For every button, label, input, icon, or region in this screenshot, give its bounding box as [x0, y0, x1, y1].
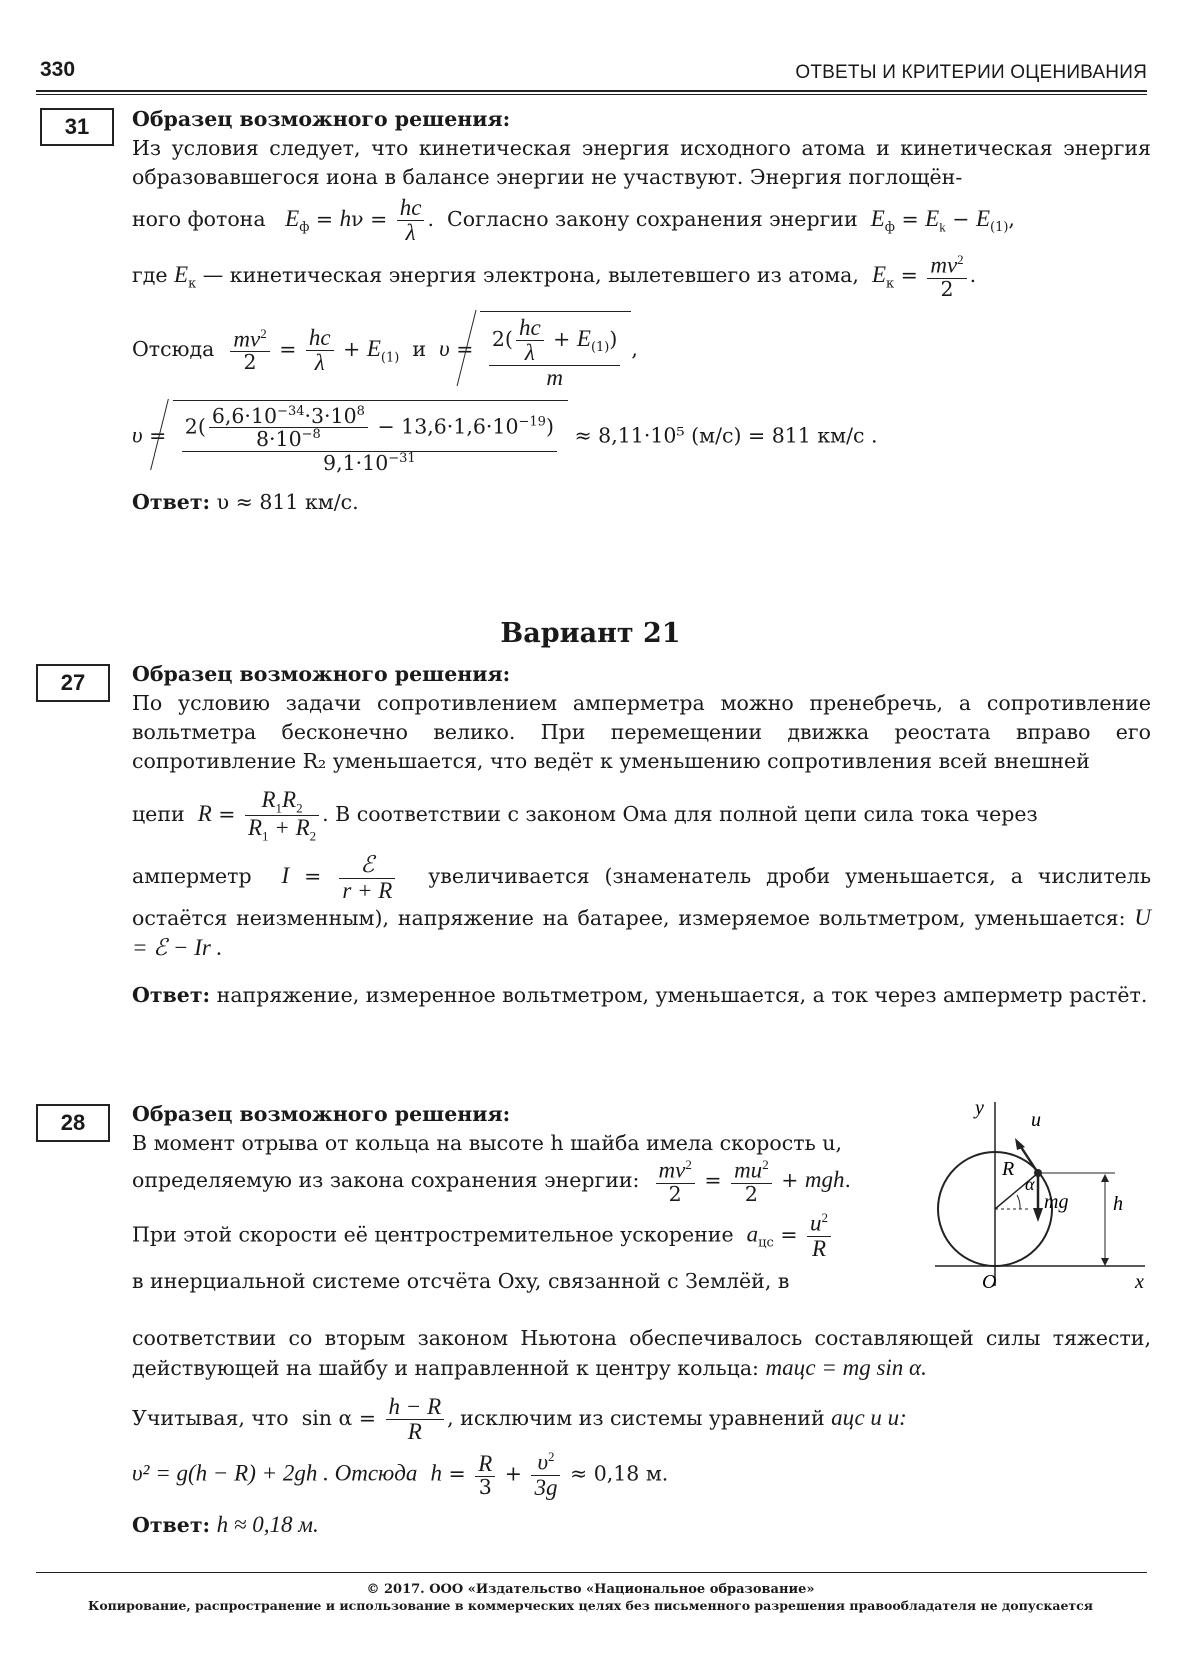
task-31-paragraph-4: Отсюда $\frac{mv^2}{2}$ = $\frac{hc}{\lambda}$ + $E_{(1)}$ и υ = 2( $\frac{hc}{\lambda}$ + $E_{(1)}$) m , [132, 311, 1151, 390]
label-O: O [982, 1271, 997, 1293]
task-28-solution-top [132, 1100, 891, 1296]
task-31-paragraph-1: Из условия следует, что кинетическая энергия исходного атома и кинетическая энергия образовавшегося иона в балансе энергии не участвуют. Энергия поглощён- [132, 136, 1151, 189]
height-arrow-top [1101, 1174, 1109, 1182]
task-27-paragraph-3: амперметр I = $\frac{\text{ℰ}}{r + R}$ увеличивается (знаменатель дроби уменьшается, а числитель остаётся неизменным), напряжение на батарее, измеряемое вольтметром, уменьшается: U = ℰ − Ir . [132, 852, 1151, 960]
footer-rule [36, 1572, 1147, 1573]
label-alpha: α [1025, 1174, 1035, 1194]
task-28-paragraph-1: В момент отрыва от кольца на высоте h шайба имела скорость u, [132, 1131, 842, 1155]
task-28-paragraph-2: определяемую из закона сохранения энергии: $\frac{mv^2}{2}$ = $\frac{mu^2}{2}$ + mgh. [132, 1157, 852, 1206]
angle-arc [1017, 1195, 1020, 1209]
task-28-heading: Образец возможного решения: [132, 1102, 511, 1126]
task-31-solution [132, 105, 1151, 517]
task-28-paragraph-6: Учитывая, что sin α = $\frac{h - R}{R}$ , исключим из системы уравнений aцс и u: [132, 1394, 907, 1445]
height-arrow-bottom [1101, 1258, 1109, 1266]
task-number-box-28: 28 [36, 1104, 110, 1142]
task-28-paragraph-5: соответствии со вторым законом Ньютона обеспечивалось составляющей силы тяжести, действующей на шайбу и направленной к центру кольца: maцс = mg sin α. [132, 1326, 1151, 1380]
task-27-answer: Ответ: напряжение, измеренное вольтметром, уменьшается, а ток через амперметр растёт. [132, 982, 1148, 1007]
task-27-heading: Образец возможного решения: [132, 662, 511, 686]
label-R: R [1002, 1158, 1015, 1180]
velocity-arrowhead [1015, 1138, 1025, 1150]
task-27-solution [132, 660, 1151, 1010]
task-28-answer: Ответ: h ≈ 0,18 м. [132, 1512, 319, 1538]
task-28-paragraph-4: в инерциальной системе отсчёта Oxy, связанной с Землёй, в [132, 1269, 790, 1294]
task-27-paragraph-2: цепи R = $\frac{R_1R_2}{R_1 + R_2}$ . В соответствии с законом Ома для полной цепи сила тока через [132, 787, 1038, 844]
label-u: u [1031, 1109, 1041, 1131]
task-number-box-31: 31 [40, 108, 114, 146]
footer-copyright: © 2017. ООО «Издательство «Национальное образование» [366, 1582, 815, 1597]
task-number-box-27: 27 [36, 664, 110, 702]
label-x: x [1135, 1271, 1144, 1293]
task-28-paragraph-3: При этой скорости её центростремительное ускорение $a_{цс}$ = $\frac{u^2}{R}$ [132, 1211, 891, 1261]
task-31-calculation: υ = 2( $\frac{6,6\cdot 10^{-34}\cdot 3\cdot 10^8}{8\cdot 10^{-8}}$ − $13,6\cdot 1,6\cdot 10^{-19}$) $9,1\cdot 10^{-31}$ ≈ 8,11·10⁵ (м/с) = 811 км/с . [132, 400, 1151, 474]
task-31-paragraph-2: ного фотона $E_ф = h\nu$ = $\frac{hc}{\lambda}$ . Согласно закону сохранения энергии $E_ф = E_k - E_{(1)}$, [132, 195, 1015, 246]
label-y: y [975, 1098, 984, 1119]
label-mg: mg [1044, 1191, 1069, 1213]
task-31-heading: Образец возможного решения: [132, 107, 511, 131]
header-rule-thin [36, 94, 1147, 95]
footer-notice: Копирование, распространение и использование в коммерческих целях без письменного разрешения правообладателя не допускается [87, 1598, 1094, 1613]
variant-title: Вариант 21 [500, 618, 681, 649]
page-number: 330 [40, 58, 76, 81]
task-27-paragraph-1: По условию задачи сопротивлением амперметра можно пренебречь, а сопротивление вольтметра бесконечно велико. При перемещении движка реостата вправо его сопротивление R₂ уменьшается, что ведёт к уменьшению сопротивления всей внешней [132, 691, 1151, 773]
header-rule [36, 90, 1147, 92]
task-28-paragraph-7: υ² = g(h − R) + 2gh . Отсюда h = $\frac{R}{3}$ + $\frac{\upsilon^2}{3g}$ ≈ 0,18 м. [132, 1449, 669, 1501]
task-31-paragraph-3: где $E_к$ — кинетическая энергия электрона, вылетевшего из атома, $E_к$ = $\frac{mv^2}{2}$ . [132, 252, 977, 302]
ring-diagram [935, 1098, 1150, 1293]
task-31-answer: Ответ: υ ≈ 811 км/с. [132, 490, 359, 515]
label-h: h [1113, 1193, 1123, 1215]
task-28-solution-bottom [132, 1324, 1151, 1540]
gravity-arrowhead [1033, 1208, 1043, 1222]
running-header: ОТВЕТЫ И КРИТЕРИИ ОЦЕНИВАНИЯ [795, 62, 1147, 83]
